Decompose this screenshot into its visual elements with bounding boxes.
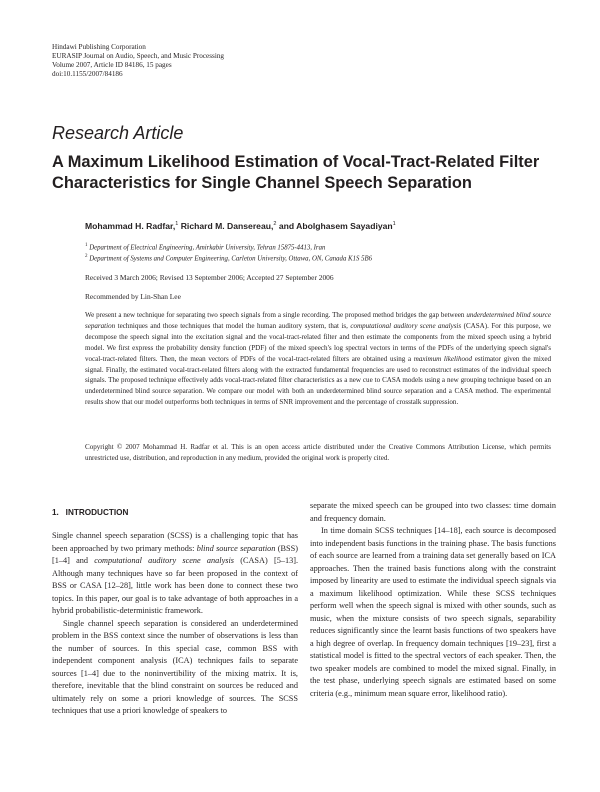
article-dates: Received 3 March 2006; Revised 13 September 2006; Accepted 27 September 2006	[85, 273, 334, 282]
journal-header	[52, 43, 352, 79]
body-emphasis: computational auditory scene analysis	[94, 556, 234, 565]
copyright-notice: Copyright © 2007 Mohammad H. Radfar et al. This is an open access article distributed under the Creative Commons Attribution License, which permits unrestricted use, distribution, and reproduction in any medium, provided the original work is properly cited.	[85, 443, 551, 462]
body-column-left	[52, 530, 298, 718]
body-paragraph	[52, 530, 298, 618]
abstract-text: estimator given the mixed signal. Finally, the estimated vocal-tract-related filters along with the extracted fundamental frequencies are used to reconstruct estimates of the individual speech signals. The proposed technique effectively adds vocal-tract-related filter characteristics as a new cue to CASA models using a new grouping technique based on an underdetermined blind source separation. We compare our model with both an underdetermined blind source separation and a CASA method. The experimental results show that our model outperforms both techniques in terms of SNR improvement and the percentage of crosstalk suppression.	[85, 354, 551, 407]
affiliation	[85, 254, 372, 262]
journal-volume: Volume 2007, Article ID 84186, 15 pages	[52, 61, 172, 70]
abstract-text: techniques and those techniques that model the human auditory system, that is,	[115, 321, 351, 330]
journal-name: EURASIP Journal on Audio, Speech, and Music Processing	[52, 52, 225, 61]
affiliation-mark: 2	[273, 221, 277, 228]
abstract-emphasis: computational auditory scene analysis	[350, 321, 462, 330]
body-emphasis: blind source separation	[196, 543, 276, 553]
abstract-emphasis: maximum likelihood	[413, 354, 473, 363]
abstract	[85, 310, 551, 408]
affiliation-text: Department of Systems and Computer Engineering, Carleton University, Ottawa, ON, Canada K1S 5B6	[89, 255, 373, 263]
article-type: Research Article	[52, 123, 184, 143]
author-name: Richard M. Dansereau,	[180, 221, 274, 231]
body-text: (BSS) [1–4] and	[52, 543, 298, 565]
recommended-by: Recommended by Lin-Shan Lee	[85, 292, 181, 301]
author-name: Mohammad H. Radfar,	[85, 221, 176, 231]
affiliation-mark: 2	[85, 254, 88, 259]
abstract-text: We present a new technique for separating two speech signals from a single recording. The proposed method bridges the gap between	[85, 311, 467, 319]
journal-doi: doi:10.1155/2007/84186	[52, 70, 123, 79]
affiliation-mark: 1	[85, 243, 88, 248]
author-list	[85, 221, 396, 231]
body-paragraph: In time domain SCSS techniques [14–18], each source is decomposed into independent basis functions in the training phase. The basis functions of each source are learned from a training data set generally based on ICA approaches. Then the trained basis functions along with the constraint imposed by linearity are used to estimate the individual speech signals via a maximum likelihood optimization. While these SCSS techniques perform well when the speech signal is mixed with other sounds, such as music, when the mixture consists of two speech signals, separability reduces significantly since the learnt basis functions of two speakers have a high degree of overlap. In frequency domain techniques [19–23], first a statistical model is fitted to the spectral vectors of each speaker. Then, the two speaker models are combined to model the mixed signal. Finally, in the test phase, underlying speech signals are estimated based on some criteria (e.g., minimum mean square error, likelihood ratio).	[310, 526, 556, 698]
body-text: Single channel speech separation (SCSS) is a challenging topic that has been approached by two primary methods:	[52, 531, 298, 553]
abstract-text: (CASA). For this purpose, we decompose the speech signal into the excitation signal and the vocal-tract-related filter and then estimate the components from the mixed speech using a hybrid model. We first express the probability density function (PDF) of the mixed speech's log spectral vectors in terms of the PDFs of the underlying speech signal's vocal-tract-related filters. Then, the mean vectors of PDFs of the vocal-tract-related filters are obtained using a	[85, 321, 551, 363]
author-name: and Abolghasem Sayadiyan	[278, 221, 393, 231]
body-text: (CASA) [5–13]. Although many techniques have so far been proposed in the context of BSS or CASA [12–28], little work has been done to connect these two topics. In this paper, our goal is to take advantage of both approaches in a hybrid probabilistic-deterministic framework.	[52, 556, 299, 615]
publisher-name: Hindawi Publishing Corporation	[52, 43, 146, 51]
affiliation-mark: 1	[175, 221, 179, 228]
section-number: 1.	[52, 508, 59, 517]
section-heading	[52, 508, 128, 517]
body-paragraph: separate the mixed speech can be grouped into two classes: time domain and frequency domain.	[310, 501, 556, 523]
paper-title: A Maximum Likelihood Estimation of Vocal-Tract-Related Filter Characteristics for Single Channel Speech Separation	[52, 153, 540, 192]
affiliation-text: Department of Electrical Engineering, Amirkabir University, Tehran 15875-4413, Iran	[89, 244, 326, 252]
affiliation	[85, 243, 325, 251]
body-paragraph: Single channel speech separation is considered an underdetermined problem in the BSS context since the number of observations is less than the number of sources. In this special case, common BSS with independent component analysis (ICA) techniques fails to separate sources [1–4] due to the noninvertibility of the mixing matrix. It is, therefore, inevitable that the blind constraint on sources be reduced and ultimately rely on some a priori knowledge of sources. The SCSS techniques that use a priori knowledge of speakers to	[52, 618, 298, 715]
affiliation-mark: 1	[392, 221, 396, 228]
abstract-emphasis: underdetermined blind source separation	[85, 311, 551, 330]
body-column-right	[310, 500, 556, 700]
section-title: INTRODUCTION	[65, 508, 129, 517]
